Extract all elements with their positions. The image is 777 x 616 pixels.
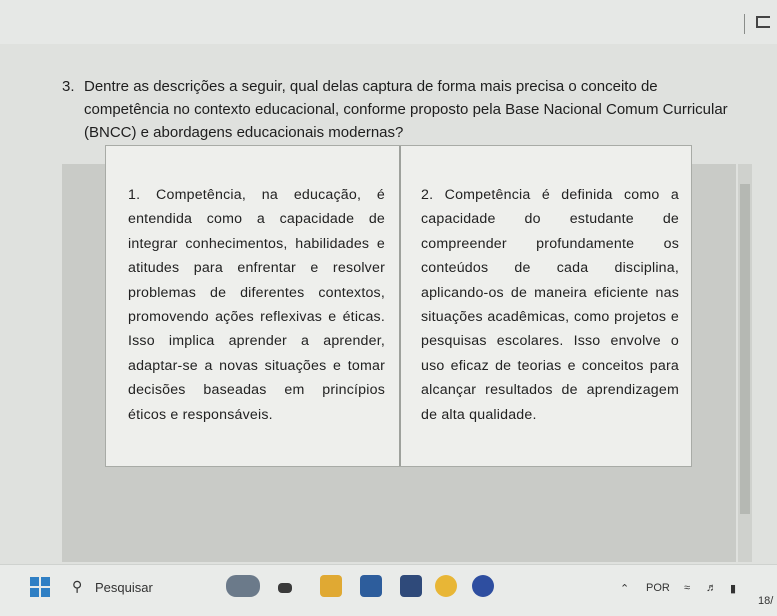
option-2-cell[interactable]: 2. Competência é definida como a capacidade do estudante de compreender profundamente os conteúdos de cada disciplina, aplicando-os de maneira eficiente nas situações acadêmicas, como projetos e pesquisas escolares. Isso envolve o uso eficaz de teorias e conceitos para alcançar resultados de aprendizagem de alta qualidade. — [421, 187, 679, 423]
toolbar-separator — [744, 14, 745, 34]
taskbar — [0, 564, 777, 616]
search-icon: ⚲ — [72, 578, 83, 594]
widget-icon[interactable] — [226, 575, 260, 597]
file-explorer-icon[interactable] — [320, 575, 342, 597]
browser-toolbar — [0, 0, 777, 45]
volume-icon[interactable]: ♬ — [706, 582, 717, 594]
battery-icon[interactable]: ▮ — [730, 583, 737, 595]
language-indicator[interactable]: POR — [646, 582, 670, 594]
chrome-icon[interactable] — [435, 575, 457, 597]
vertical-scrollbar[interactable] — [738, 164, 752, 562]
windows-start-icon[interactable] — [30, 577, 50, 597]
taskbar-search[interactable] — [62, 573, 212, 601]
app-icon-blue[interactable] — [400, 575, 422, 597]
option-1-cell[interactable]: 1. Competência, na educação, é entendida como a capacidade de integrar conhecimentos, habilidades e atitudes para enfrentar e resolver problemas de diferentes contextos, promovendo ações reflexivas e éticas. Isso implica aprender a aprender, adaptar-se a novas situações e tomar decisões baseadas em princípios éticos e responsáveis. — [106, 146, 401, 466]
store-icon[interactable] — [360, 575, 382, 597]
app-icon-round[interactable] — [472, 575, 494, 597]
scrollbar-thumb[interactable] — [740, 184, 750, 514]
question-block — [62, 75, 742, 144]
task-view-icon[interactable] — [278, 583, 292, 593]
window-icon[interactable] — [756, 16, 770, 28]
options-table — [105, 145, 692, 467]
wifi-icon[interactable]: ≈ — [684, 582, 691, 594]
search-placeholder: Pesquisar — [95, 580, 153, 595]
clock[interactable]: 18/ — [758, 595, 774, 607]
question-text: Dentre as descrições a seguir, qual delas captura de forma mais precisa o conceito de competência no contexto educacional, conforme proposto pela Base Nacional Comum Curricular (BNCC) e abordagens educacionais modernas? — [84, 78, 728, 141]
chevron-up-icon[interactable]: ⌃ — [620, 583, 630, 595]
question-number: 3. — [62, 78, 75, 95]
